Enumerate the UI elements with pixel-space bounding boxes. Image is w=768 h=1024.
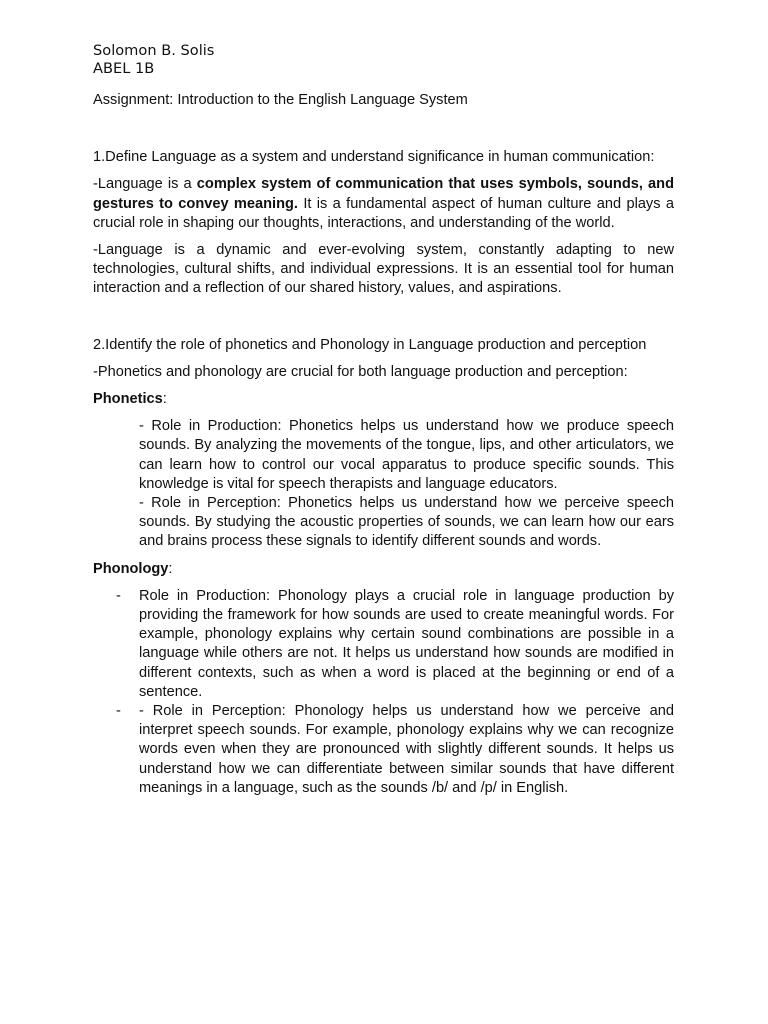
phonetics-heading-text: Phonetics — [93, 391, 163, 408]
phonology-item-text: Role in Production: Phonology plays a crucial role in language production by providing the framework for how sounds are used to create meaningful words. For example, phonology explains why certain sound combinations are possible in a language while others are not. It helps us understand how sounds are modified in different contexts, such as when a word is placed at the beginning or end of a sentence. — [139, 587, 674, 700]
q1-answer-1-bold: complex system of communication that uses symbols, sounds, and gestures to convey meaning. — [93, 176, 674, 212]
phonetics-heading-colon: : — [162, 391, 167, 408]
phonology-heading-text: Phonology — [93, 560, 169, 577]
assignment-title: Assignment: Introduction to the English Language System — [93, 92, 468, 108]
phonology-heading-colon: : — [168, 560, 173, 577]
question-1: 1.Define Language as a system and understand significance in human communication: — [93, 149, 655, 166]
student-class: ABEL 1B — [93, 59, 155, 77]
phonology-list — [93, 587, 674, 798]
phonology-item-production — [93, 587, 674, 702]
phonology-heading — [93, 560, 674, 579]
q2-intro: -Phonetics and phonology are crucial for both language production and perception: — [93, 363, 628, 380]
q1-answer-1 — [93, 175, 674, 233]
q1-answer-2: -Language is a dynamic and ever-evolving system, constantly adapting to new technologies, cultural shifts, and individual expressions. It is an essential tool for human interaction and a reflection of our shared history, values, and aspirations. — [93, 242, 674, 297]
bullet-dash: - — [116, 587, 121, 604]
phonology-item-perception — [93, 702, 674, 798]
q1-answer-1-prefix: -Language is a — [93, 176, 197, 193]
phonetics-production: - Role in Production: Phonetics helps us understand how we produce speech sounds. By analyzing the movements of the tongue, lips, and other articulators, we can learn how to control our vocal apparatus to produce specific sounds. This knowledge is vital for speech therapists and language educators. — [139, 418, 674, 492]
phonetics-heading — [93, 390, 674, 409]
q1-answer-1-rest: It is a fundamental aspect of human culture and plays a crucial role in shaping our thoughts, interactions, and understanding of the world. — [93, 195, 674, 231]
student-name: Solomon B. Solis — [93, 42, 215, 59]
phonetics-perception: - Role in Perception: Phonetics helps us understand how we perceive speech sounds. By studying the acoustic properties of sounds, we can learn how our ears and brains process these signals to identify different sounds and words. — [139, 495, 674, 550]
document-page — [93, 42, 674, 798]
phonology-item-text: - Role in Perception: Phonology helps us understand how we perceive and interpret speech sounds. For example, phonology explains why we can recognize words even when they are pronounced with slightly different sounds. It helps us understand how we can differentiate between similar sounds that have different meanings in a language, such as the sounds /b/ and /p/ in English. — [139, 703, 674, 796]
question-2: 2.Identify the role of phonetics and Phonology in Language production and perception — [93, 336, 647, 353]
bullet-dash: - — [116, 703, 121, 720]
